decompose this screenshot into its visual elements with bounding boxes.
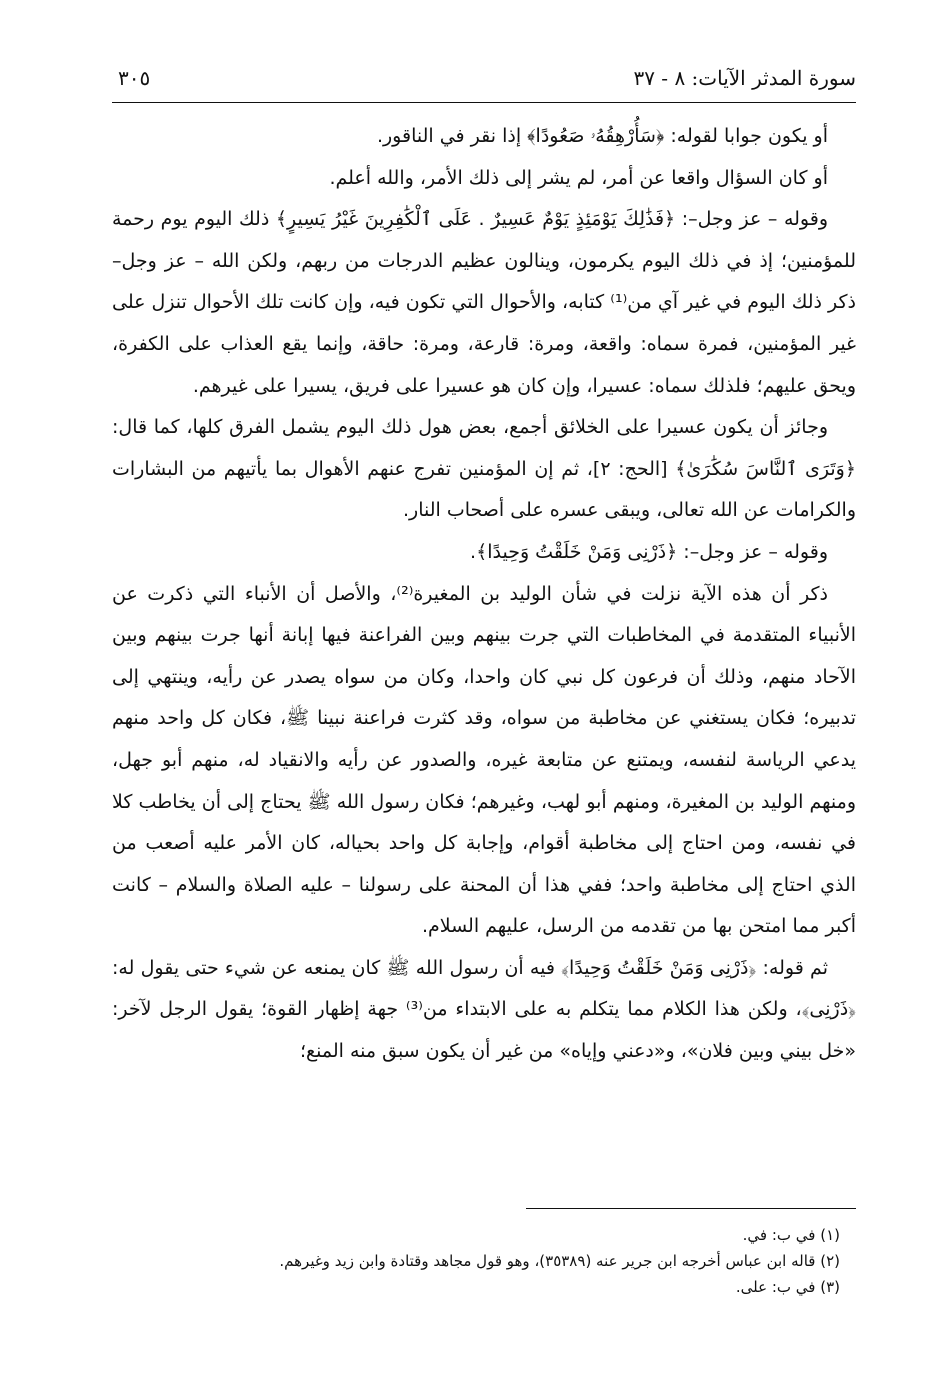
footnote-3: (٣) في ب: على. bbox=[735, 1278, 840, 1296]
footnotes bbox=[112, 1222, 840, 1300]
page-number: ٣٠٥ bbox=[118, 66, 151, 90]
footnote-1: (١) في ب: في. bbox=[742, 1226, 840, 1244]
paragraph: ثم قوله: ﴿ذَرْنِى وَمَنْ خَلَقْتُ وَحِيدًا﴾ فيه أن رسول الله ﷺ كان يمنعه عن شيء حتى يقول له: ﴿ذَرْنِى﴾، ولكن هذا الكلام مما يتكلم به على الابتداء من⁽³⁾ جهة إظهار القوة؛ يقول الرجل لآخر: «خل بيني وبين فلان»، و«دعني وإياه» من غير أن يكون سبق منه المنع؛ bbox=[112, 956, 856, 1063]
paragraph: أو يكون جوابا لقوله: ﴿سَأُرْهِقُهُۥ صَعُودًا﴾ إذا نقر في الناقور. bbox=[376, 125, 828, 147]
paragraph: وجائز أن يكون عسيرا على الخلائق أجمع، بعض هول ذلك اليوم يشمل الفرق كلها، كما قال: ﴿وَتَرَى ٱلنَّاسَ سُكَٰرَىٰ﴾ [الحج: ٢]، ثم إن المؤمنين تفرج عنهم الأهوال بما يأتيهم من البشارات والكرامات عن الله تعالى، ويبقى عسره على أصحاب النار. bbox=[112, 416, 856, 522]
surah-title: سورة المدثر الآيات: ٨ - ٣٧ bbox=[633, 66, 856, 90]
footnote-divider bbox=[526, 1208, 856, 1209]
paragraph: وقوله – عز وجل–: ﴿ذَرْنِى وَمَنْ خَلَقْتُ وَحِيدًا﴾. bbox=[470, 540, 828, 563]
paragraph: وقوله – عز وجل–: ﴿فَذَٰلِكَ يَوْمَئِذٍ يَوْمٌ عَسِيرٌ . عَلَى ٱلْكَٰفِرِينَ غَيْرُ يَسِيرٍ﴾ ذلك اليوم يوم رحمة للمؤمنين؛ إذ في ذلك اليوم يكرمون، وينالون عظيم الدرجات من ربهم، ولكن الله – عز وجل– ذكر ذلك اليوم في غير آي من⁽¹⁾ كتابه، والأحوال التي تكون فيه، وإن كانت تلك الأحوال تنزل على غير المؤمنين، فمرة سماه: واقعة، ومرة: قارعة، ومرة: حاقة، وإنما يقع العذاب على الكفرة، ويحق عليهم؛ فلذلك سماه: عسيرا، وإن كان هو عسيرا على فريق، يسيرا على غيرهم. bbox=[112, 208, 857, 397]
paragraph: ذكر أن هذه الآية نزلت في شأن الوليد بن المغيرة⁽²⁾، والأصل أن الأنباء التي ذكرت عن الأنبياء المتقدمة في المخاطبات التي جرت بينهم وبين الفراعنة فيها إبانة أنها جرت بينهم وبين الآحاد منهم، وذلك أن فرعون كل نبي كان واحدا، وكان من سواه يصدر عن رأيه، وينتهي إلى تدبيره؛ فكان يستغني عن مخاطبة من سواه، وقد كثرت فراعنة نبينا ﷺ، فكان كل واحد منهم يدعي الرياسة لنفسه، ويمتنع عن متابعة غيره، والصدور عن رأيه والانقياد له، منهم أبو جهل، ومنهم الوليد بن المغيرة، ومنهم أبو لهب، وغيرهم؛ فكان رسول الله ﷺ يحتاج إلى أن يخاطب كلا في نفسه، ومن احتاج إلى مخاطبة أقوام، وإجابة كل واحد بحياله، كان الأمر عليه أصعب من الذي احتاج إلى مخاطبة واحد؛ ففي هذا أن المحنة على رسولنا – عليه الصلاة والسلام – كانت أكبر مما امتحن بها من تقدمه من الرسل، عليهم السلام. bbox=[112, 582, 856, 938]
header-divider bbox=[112, 102, 856, 103]
main-text bbox=[112, 116, 856, 1073]
page-header bbox=[118, 60, 856, 96]
footnote-2: (٢) قاله ابن عباس أخرجه ابن جرير عنه (٣٥٣٨٩)، وهو قول مجاهد وقتادة وابن زيد وغيرهم. bbox=[279, 1252, 840, 1270]
paragraph: أو كان السؤال واقعا عن أمر، لم يشر إلى ذلك الأمر، والله أعلم. bbox=[329, 166, 828, 189]
